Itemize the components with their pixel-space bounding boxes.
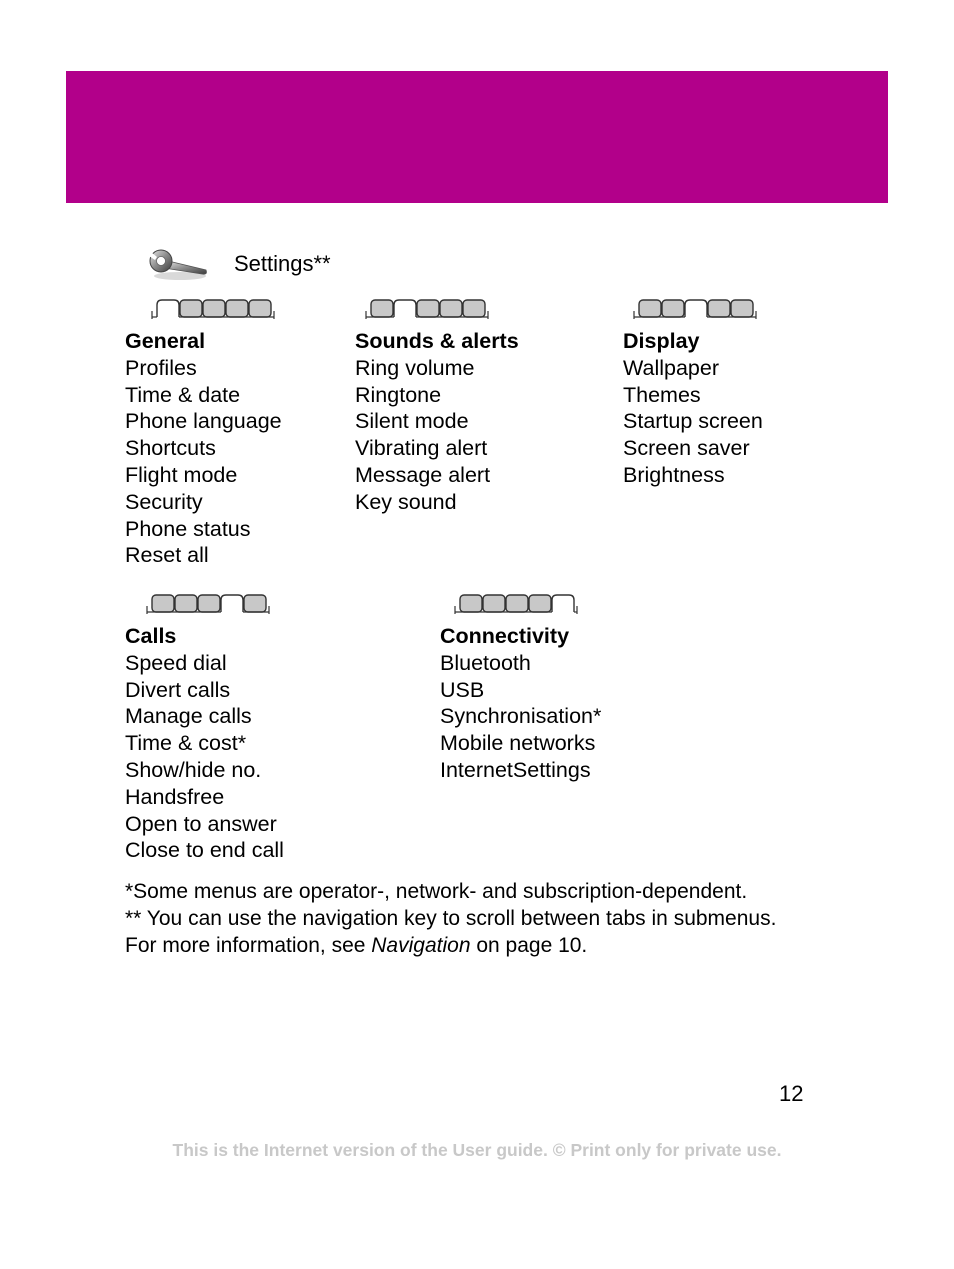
menu-item: Time & cost* bbox=[125, 731, 247, 756]
menu-item: Message alert bbox=[355, 462, 491, 487]
footnote-navigation-key: ** You can use the navigation key to scroll between tabs in submenus. bbox=[125, 907, 777, 930]
tab-strip-connectivity bbox=[453, 592, 579, 616]
tab-active bbox=[221, 595, 243, 612]
menu-column-connectivity bbox=[440, 623, 601, 784]
menu-item: Phone language bbox=[125, 409, 282, 434]
tab-inactive bbox=[180, 300, 202, 317]
disclaimer: This is the Internet version of the User guide. © Print only for private use. bbox=[172, 1140, 782, 1160]
footnotes bbox=[125, 878, 776, 959]
footnote-more-info bbox=[125, 932, 776, 959]
menu-item: Phone status bbox=[125, 516, 251, 541]
menu-item: Key sound bbox=[355, 489, 457, 514]
menu-heading: General bbox=[125, 329, 206, 353]
tab-strip-general bbox=[150, 297, 276, 321]
menu-item: Time & date bbox=[125, 382, 241, 407]
tab-strip-calls bbox=[145, 592, 271, 616]
menu-item: Screen saver bbox=[623, 436, 750, 461]
page-title: Settings** bbox=[234, 251, 331, 276]
tab-active bbox=[394, 300, 416, 317]
menu-item: Themes bbox=[623, 382, 701, 407]
tab-active bbox=[157, 300, 179, 317]
menu-item: Silent mode bbox=[355, 409, 469, 434]
menu-item: Bluetooth bbox=[440, 650, 531, 675]
tab-strip-display bbox=[632, 297, 758, 321]
menu-item: Reset all bbox=[125, 543, 209, 568]
header-banner bbox=[66, 71, 888, 203]
menu-item: Divert calls bbox=[125, 677, 231, 702]
tab-inactive bbox=[152, 595, 174, 612]
menu-item: Synchronisation* bbox=[440, 704, 602, 729]
menu-item: Speed dial bbox=[125, 650, 227, 675]
menu-heading: Calls bbox=[125, 624, 177, 648]
page-number: 12 bbox=[779, 1081, 804, 1106]
menu-item: Handsfree bbox=[125, 784, 225, 809]
tab-inactive bbox=[639, 300, 661, 317]
menu-item: Wallpaper bbox=[623, 355, 719, 380]
tab-inactive bbox=[460, 595, 482, 612]
tab-active bbox=[552, 595, 574, 612]
menu-item: Manage calls bbox=[125, 704, 252, 729]
tab-inactive bbox=[463, 300, 485, 317]
menu-column-sounds bbox=[355, 328, 519, 516]
tab-inactive bbox=[662, 300, 684, 317]
tab-strip-sounds bbox=[364, 297, 490, 321]
tab-inactive bbox=[371, 300, 393, 317]
menu-item: Mobile networks bbox=[440, 731, 596, 756]
menu-heading: Connectivity bbox=[440, 624, 570, 648]
tab-inactive bbox=[731, 300, 753, 317]
menu-item: Brightness bbox=[623, 462, 725, 487]
menu-item: Shortcuts bbox=[125, 436, 216, 461]
tab-inactive bbox=[506, 595, 528, 612]
footnote-text: on page 10. bbox=[470, 934, 588, 957]
tab-inactive bbox=[417, 300, 439, 317]
menu-item: InternetSettings bbox=[440, 757, 591, 782]
menu-item: Open to answer bbox=[125, 811, 277, 836]
menu-item: Show/hide no. bbox=[125, 757, 262, 782]
tab-inactive bbox=[175, 595, 197, 612]
navigation-reference: Navigation bbox=[371, 934, 471, 957]
tab-active bbox=[685, 300, 707, 317]
tab-inactive bbox=[708, 300, 730, 317]
tab-inactive bbox=[203, 300, 225, 317]
menu-item: Security bbox=[125, 489, 203, 514]
tab-inactive bbox=[440, 300, 462, 317]
menu-heading: Sounds & alerts bbox=[355, 329, 519, 353]
tab-inactive bbox=[244, 595, 266, 612]
menu-item: Profiles bbox=[125, 355, 197, 380]
tab-inactive bbox=[483, 595, 505, 612]
menu-column-general bbox=[125, 328, 282, 569]
tab-inactive bbox=[226, 300, 248, 317]
wrench-icon bbox=[146, 246, 210, 282]
footnote-text: For more information, see bbox=[125, 934, 372, 957]
menu-column-calls bbox=[125, 623, 284, 864]
menu-item: Close to end call bbox=[125, 838, 284, 863]
footnote-operator: *Some menus are operator-, network- and subscription-dependent. bbox=[125, 880, 748, 903]
menu-column-display bbox=[623, 328, 763, 489]
menu-item: Vibrating alert bbox=[355, 436, 488, 461]
tab-inactive bbox=[249, 300, 271, 317]
menu-item: Ringtone bbox=[355, 382, 442, 407]
menu-item: Startup screen bbox=[623, 409, 763, 434]
menu-item: USB bbox=[440, 677, 485, 702]
tab-inactive bbox=[529, 595, 551, 612]
tab-inactive bbox=[198, 595, 220, 612]
menu-item: Flight mode bbox=[125, 462, 238, 487]
menu-item: Ring volume bbox=[355, 355, 475, 380]
menu-heading: Display bbox=[623, 329, 700, 353]
